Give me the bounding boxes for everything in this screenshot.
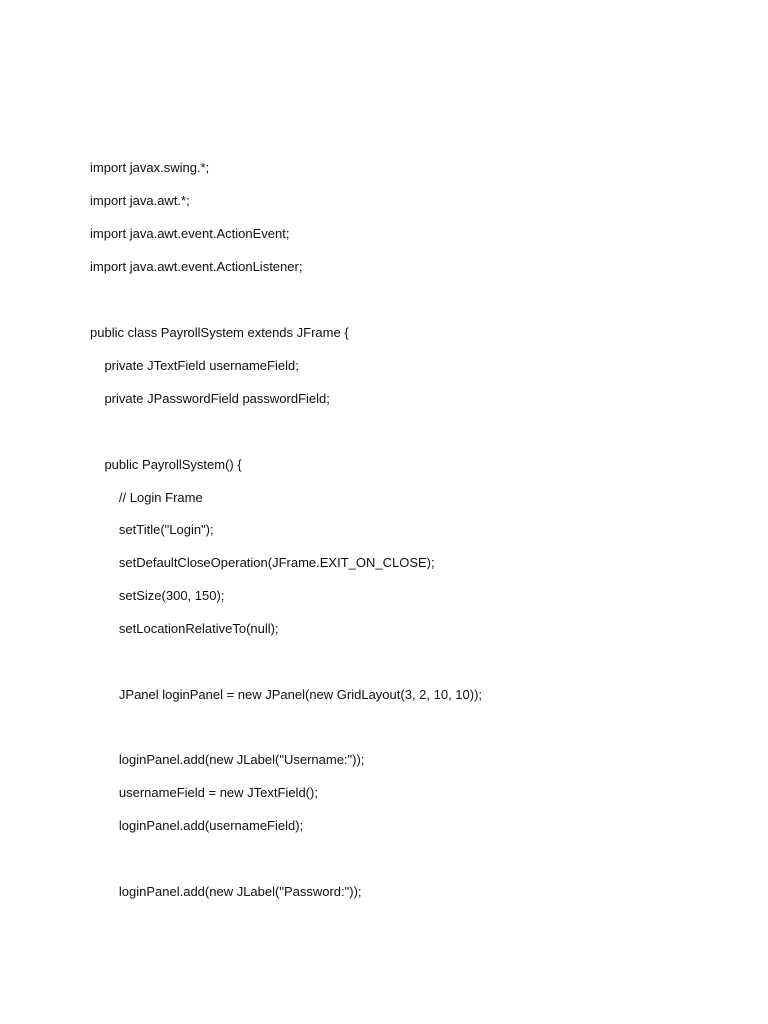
code-line: usernameField = new JTextField();: [90, 785, 318, 800]
code-line: public PayrollSystem() {: [90, 457, 242, 472]
code-line: private JPasswordField passwordField;: [90, 391, 330, 406]
code-line: setDefaultCloseOperation(JFrame.EXIT_ON_CLOSE);: [90, 555, 435, 570]
code-line: setTitle("Login");: [90, 522, 214, 537]
code-line: public class PayrollSystem extends JFrame {: [90, 325, 349, 340]
code-line: loginPanel.add(usernameField);: [90, 818, 304, 833]
code-line: import java.awt.event.ActionEvent;: [90, 226, 290, 241]
code-line: loginPanel.add(new JLabel("Password:"));: [90, 884, 362, 899]
code-line: import java.awt.event.ActionListener;: [90, 259, 303, 274]
code-line: import java.awt.*;: [90, 193, 190, 208]
code-line: loginPanel.add(new JLabel("Username:"));: [90, 752, 365, 767]
code-line: // Login Frame: [90, 490, 203, 505]
code-line: setLocationRelativeTo(null);: [90, 621, 279, 636]
code-line: import javax.swing.*;: [90, 160, 210, 175]
code-line: JPanel loginPanel = new JPanel(new GridLayout(3, 2, 10, 10));: [90, 687, 483, 702]
code-line: setSize(300, 150);: [90, 588, 225, 603]
code-line: private JTextField usernameField;: [90, 358, 299, 373]
